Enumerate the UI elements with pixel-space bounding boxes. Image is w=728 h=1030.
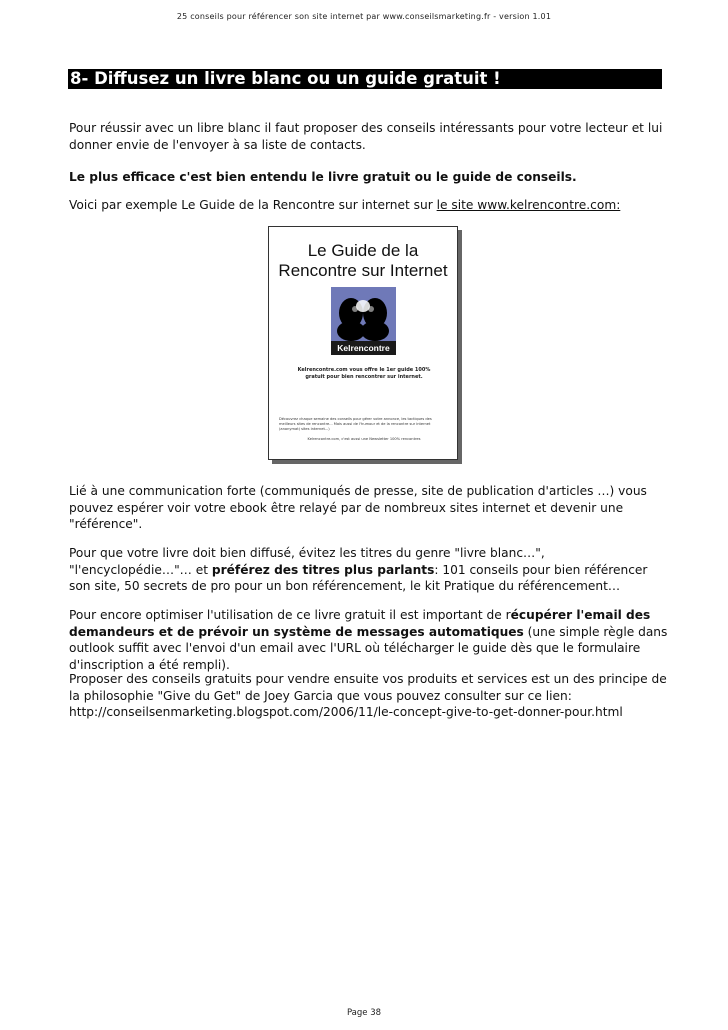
couple-silhouette-icon [331,287,396,341]
guide-cover-image [268,226,462,464]
titles-text-bold: préférez des titres plus parlants [211,562,435,577]
bold-text: Le plus efficace c'est bien entendu le livre gratuit ou le guide de conseils. [69,170,577,184]
paragraph-highlight [69,169,669,186]
kelrencontre-logo [331,287,396,355]
titles-text-c: : 101 conseils pour bien référencer son site, 50 secrets de pro pour un bon référencement, le kit Pratique du référencement… [69,562,648,593]
email-text-bold: écupérer l'email des demandeurs et de prévoir un système de messages automatiques [69,608,651,639]
email-text-a: Pour encore optimiser l'utilisation de ce livre gratuit il est important de r [69,608,511,622]
example-text: Voici par exemple Le Guide de la Rencontre sur internet sur [69,198,437,212]
cover-title [269,241,457,281]
cover-fine-print-2: Kelrencontre.com, c'est aussi une Newsletter 100% rencontres [307,437,421,441]
cover-page [268,226,458,460]
page-header: 25 conseils pour référencer son site internet par www.conseilsmarketing.fr - version 1.01 [176,12,552,21]
paragraph-give-to-get: Proposer des conseils gratuits pour vendre ensuite vos produits et services est un des principe de la philosophie "Give du Get" de Joey Garcia que vous pouvez consulter sur ce lien: http://conseilsenmarketing.blogspot.com/2006/11/le-concept-give-to-get-donner-pour.html [69,672,667,719]
cover-title-line2: Rencontre sur Internet [278,261,448,280]
kelrencontre-link[interactable]: le site www.kelrencontre.com: [436,198,621,212]
paragraph-email [69,607,669,673]
logo-text: Kelrencontre [331,341,396,355]
titles-text-a: Pour que votre livre doit bien diffusé, évitez les titres du genre "livre blanc…", "l'encyclopédie…"… et [69,546,545,577]
paragraph-titles [69,545,669,595]
paragraph-communication: Lié à une communication forte (communiqués de presse, site de publication d'articles …) vous pouvez espérer voir votre ebook être relayé par de nombreux sites internet et devenir une "référence". [69,484,647,531]
section-title: 8- Diffusez un livre blanc ou un guide gratuit ! [68,69,662,89]
cover-title-line1: Le Guide de la [307,241,419,260]
email-text-c: (une simple règle dans outlook suffit avec l'envoi d'un email avec l'URL où télécharger le guide dès que le formulaire d'inscription a été rempli). [69,624,668,672]
cover-tagline: Kelrencontre.com vous offre le 1er guide 100% gratuit pour bien rencontrer sur internet. [297,367,431,380]
cover-fine-print: Découvrez chaque semaine des conseils pour gérer votre annonce, les tactiques des meilleurs sites de rencontre... Mais aussi de l'humour et de la rencontre sur internet (anonymat) sites internet...) [279,417,432,431]
page-number: Page 38 [346,1008,382,1018]
paragraph-intro: Pour réussir avec un libre blanc il faut proposer des conseils intéressants pour votre lecteur et lui donner envie de l'envoyer à sa liste de contacts. [69,121,663,152]
paragraph-example [69,197,669,214]
